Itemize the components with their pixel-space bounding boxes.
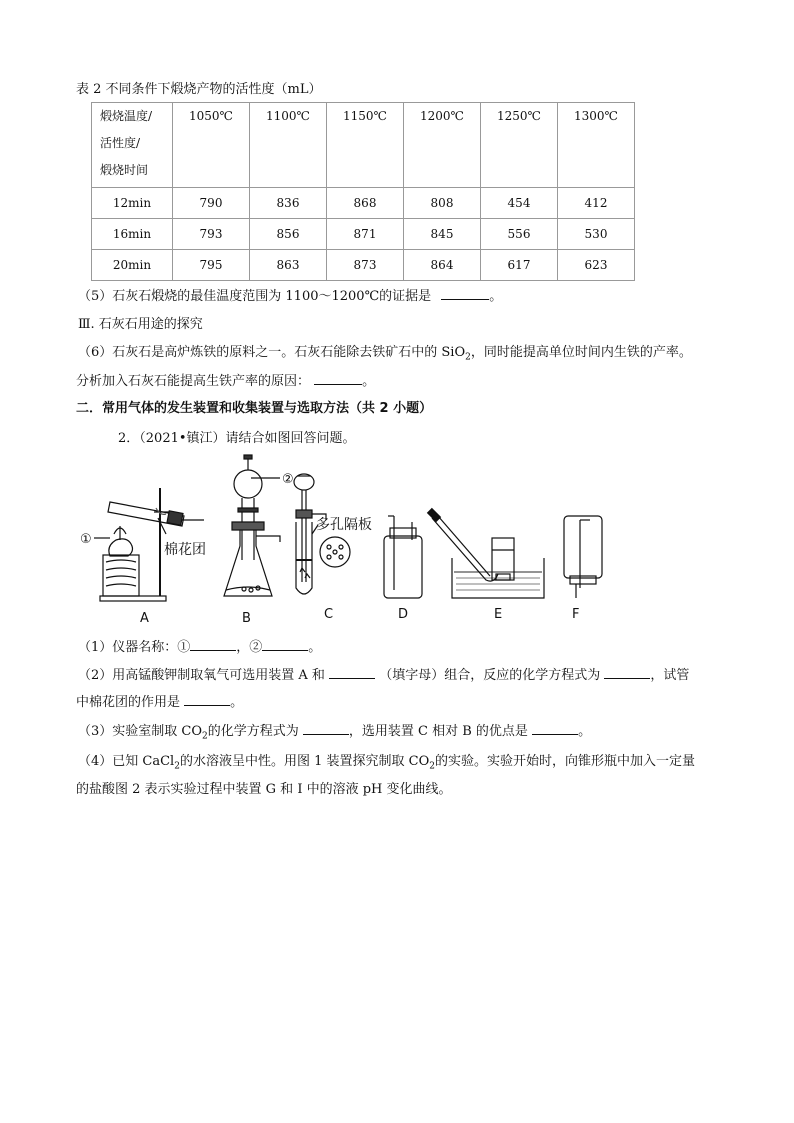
apparatus-e-drawing	[428, 509, 544, 598]
answer-blank[interactable]	[441, 287, 489, 300]
apparatus-c-drawing	[294, 474, 350, 594]
answer-blank[interactable]	[184, 693, 230, 706]
q3-subscript: 2	[202, 731, 208, 742]
q5-text: （5）石灰石煅烧的最佳温度范围为 1100～1200℃的证据是	[78, 289, 432, 304]
table-cell: 868	[327, 188, 404, 219]
plate-label: 多孔隔板	[316, 517, 372, 533]
table-cell: 871	[327, 219, 404, 250]
table-cell: 790	[173, 188, 250, 219]
q4-text-b: 的水溶液呈中性。用图 1 装置探究制取 CO	[179, 754, 430, 769]
q3-text-a: （3）实验室制取 CO	[78, 724, 203, 739]
q2-line2-end: 。	[230, 695, 244, 710]
table-cell: 845	[404, 219, 481, 250]
table-row	[92, 250, 635, 281]
column-header: 1050℃	[173, 103, 250, 188]
corner-line-3: 煅烧时间	[100, 163, 149, 177]
question-6-line1	[78, 341, 692, 363]
column-header: 1300℃	[558, 103, 635, 188]
table-cell: 836	[250, 188, 327, 219]
answer-blank[interactable]	[314, 372, 362, 385]
q2-text-c: ，试管	[650, 668, 690, 683]
q6-tail: ，同时能提高单位时间内生铁的产率。	[470, 345, 692, 360]
apparatus-b-drawing	[224, 455, 280, 596]
column-header: 1150℃	[327, 103, 404, 188]
apparatus-label-b: B	[242, 611, 251, 626]
answer-blank[interactable]	[303, 722, 349, 735]
column-header: 1100℃	[250, 103, 327, 188]
label-2: ②	[282, 472, 294, 487]
question-1	[78, 636, 321, 655]
q3-text-c: ，选用装置 C 相对 B 的优点是	[348, 724, 528, 739]
activity-table	[91, 102, 635, 281]
question-2-line2	[76, 691, 243, 710]
table-caption: 表 2 不同条件下煅烧产物的活性度（mL）	[76, 82, 322, 97]
answer-blank[interactable]	[532, 722, 578, 735]
table-cell: 454	[481, 188, 558, 219]
apparatus-label-d: D	[398, 607, 409, 622]
section-2-title: 二．常用气体的发生装置和收集装置与选取方法（共 2 小题）	[76, 401, 433, 416]
apparatus-label-c: C	[324, 607, 334, 622]
table-row	[92, 188, 635, 219]
q6-subscript: 2	[465, 352, 471, 363]
table-cell: 863	[250, 250, 327, 281]
q2-text-b: （填字母）组合，反应的化学方程式为	[379, 668, 601, 683]
q2-text-a: （2）用高锰酸钾制取氧气可选用装置 A 和	[78, 668, 325, 683]
q2-line2-text: 中棉花团的作用是	[76, 695, 181, 710]
q1-mid: ，②	[236, 640, 263, 655]
q3-end: 。	[578, 724, 592, 739]
cotton-label: 棉花团	[164, 542, 206, 558]
table-cell: 530	[558, 219, 635, 250]
table-cell: 556	[481, 219, 558, 250]
table-cell-time: 20min	[92, 250, 173, 281]
table-cell: 864	[404, 250, 481, 281]
table-cell: 623	[558, 250, 635, 281]
apparatus-label-f: F	[572, 607, 580, 622]
question-4-line1	[78, 750, 695, 772]
answer-blank[interactable]	[329, 666, 375, 679]
q1-prefix: （1）仪器名称：①	[78, 640, 191, 655]
table-corner-header	[92, 103, 173, 188]
question-2-line1	[78, 664, 689, 683]
answer-blank[interactable]	[604, 666, 650, 679]
answer-blank[interactable]	[190, 638, 236, 651]
table-header-row	[92, 103, 635, 188]
question-3	[78, 720, 591, 742]
apparatus-label-e: E	[494, 607, 503, 622]
q5-period: 。	[489, 289, 503, 304]
apparatus-figure	[76, 450, 636, 628]
table-cell-time: 12min	[92, 188, 173, 219]
column-header: 1250℃	[481, 103, 558, 188]
column-header: 1200℃	[404, 103, 481, 188]
apparatus-f-drawing	[564, 516, 602, 598]
table-row	[92, 219, 635, 250]
q4-subscript-2: 2	[429, 761, 435, 772]
q3-text-b: 的化学方程式为	[207, 724, 299, 739]
q6-period: 。	[362, 374, 376, 389]
question-6-line2	[76, 370, 375, 389]
table-cell: 856	[250, 219, 327, 250]
q4-text-a: （4）已知 CaCl	[78, 754, 175, 769]
q6-line2-text: 分析加入石灰石能提高生铁产率的原因：	[76, 374, 311, 389]
q4-text-c: 的实验。实验开始时，向锥形瓶中加入一定量	[434, 754, 695, 769]
label-1: ①	[80, 532, 92, 547]
part3-title: Ⅲ. 石灰石用途的探究	[78, 317, 203, 332]
table-cell: 873	[327, 250, 404, 281]
q4-subscript: 2	[174, 761, 180, 772]
corner-line-2: 活性度/	[100, 136, 141, 150]
table-cell: 793	[173, 219, 250, 250]
problem-2-intro: 2．（2021•镇江）请结合如图回答问题。	[118, 431, 356, 446]
question-5	[78, 285, 502, 304]
apparatus-d-drawing	[384, 516, 422, 598]
table-cell: 808	[404, 188, 481, 219]
corner-line-1: 煅烧温度/	[100, 109, 153, 123]
table-cell-time: 16min	[92, 219, 173, 250]
q1-end: 。	[308, 640, 322, 655]
table-cell: 795	[173, 250, 250, 281]
question-4-line2: 的盐酸图 2 表示实验过程中装置 G 和 I 中的溶液 pH 变化曲线。	[76, 782, 452, 797]
apparatus-label-a: A	[140, 611, 149, 626]
table-cell: 412	[558, 188, 635, 219]
table-cell: 617	[481, 250, 558, 281]
answer-blank[interactable]	[262, 638, 308, 651]
q6-text: （6）石灰石是高炉炼铁的原料之一。石灰石能除去铁矿石中的 SiO	[78, 345, 466, 360]
